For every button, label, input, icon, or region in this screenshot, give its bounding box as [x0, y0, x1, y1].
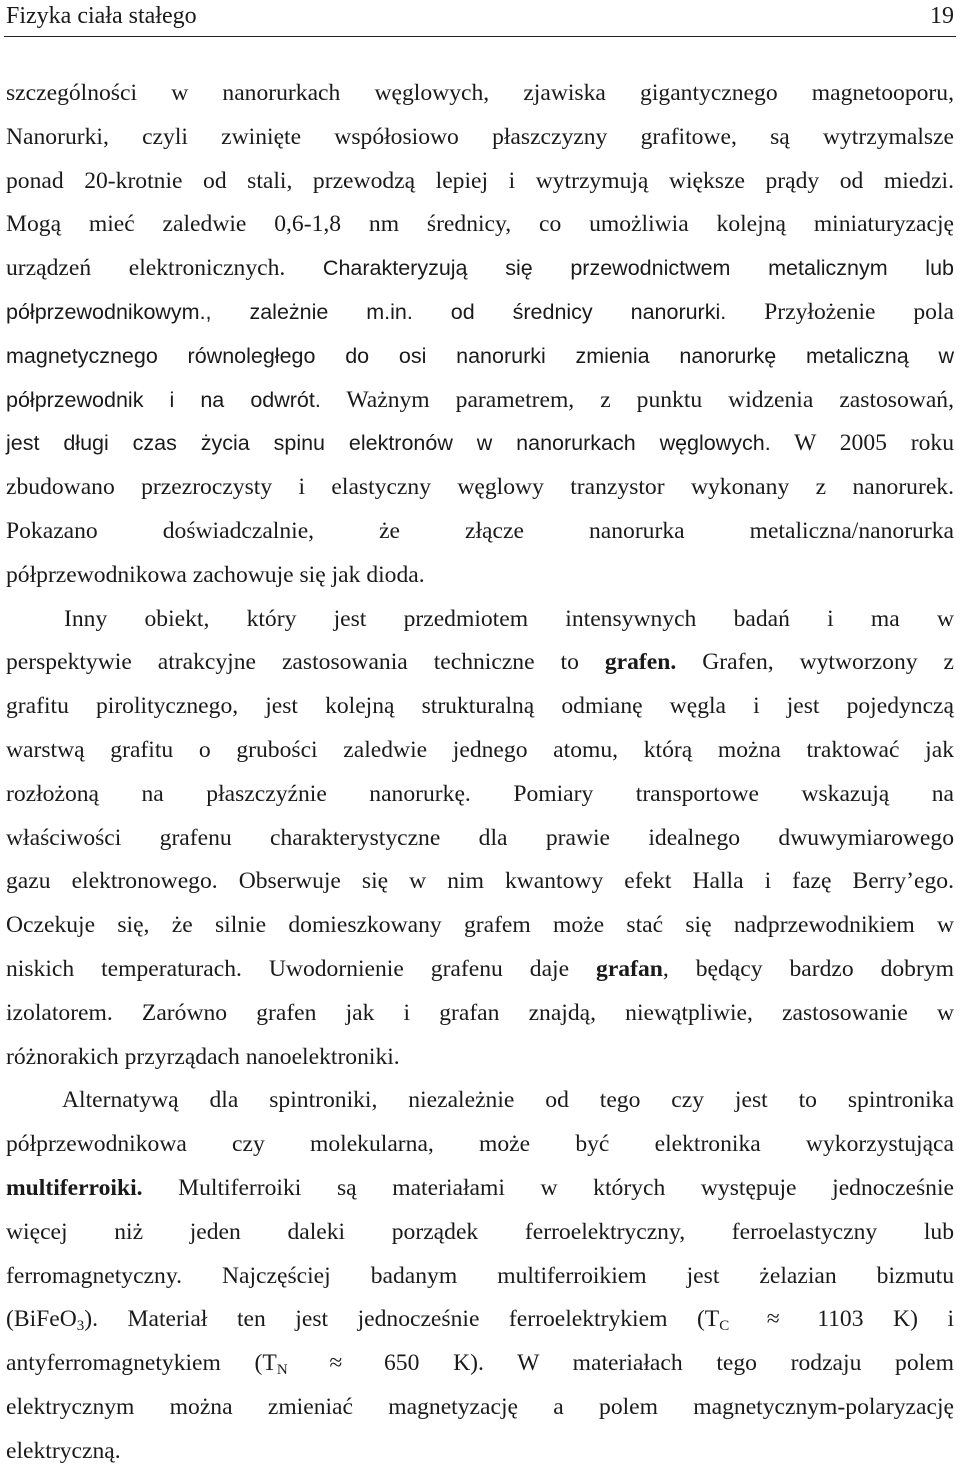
- text-line: Oczekuje się, że silnie domieszkowany grafem może stać się nadprzewodnikiem w: [6, 912, 954, 939]
- text-fragment: Przyłożenie pola: [764, 298, 954, 325]
- text-line: szczególności w nanorurkach węglowych, zjawiska gigantycznego magnetooporu,: [6, 80, 954, 106]
- text-fragment: 1103 K) i: [817, 1306, 954, 1333]
- text-line: ponad 20-krotnie od stali, przewodzą lepiej i wytrzymują większe prądy od miedzi.: [6, 167, 954, 194]
- text-line: [6, 948, 954, 992]
- text-line: elektryczną.: [6, 1437, 121, 1464]
- text-line: Alternatywą dla spintroniki, niezależnie od tego czy jest to spintronika: [62, 1087, 954, 1114]
- term-grafan: grafan: [596, 955, 663, 982]
- text-line: warstwą grafitu o grubości zaledwie jednego atomu, którą można traktować jak: [6, 736, 954, 763]
- text-line: [6, 1167, 954, 1211]
- paragraph-multiferroics: [6, 1079, 954, 1473]
- subscript: 3: [76, 1318, 85, 1335]
- text-line: właściwości grafenu charakterystyczne dla prawie idealnego dwuwymiarowego: [6, 824, 954, 851]
- page-number: 19: [930, 3, 954, 29]
- text-line: zbudowano przezroczysty i elastyczny węglowy tranzystor wykonany z nanorurek.: [6, 474, 954, 501]
- text-fragment: urządzeń elektronicznych.: [6, 255, 286, 282]
- body-text: [6, 72, 954, 1474]
- page-header: [4, 0, 956, 37]
- text-line: [6, 379, 954, 423]
- running-title: Fizyka ciała stałego: [6, 3, 197, 29]
- text-fragment: 650 K). W materiałach tego rodzaju polem: [384, 1350, 955, 1377]
- subscript: N: [276, 1362, 288, 1379]
- text-line: [6, 422, 954, 466]
- text-fragment: , będący bardzo dobrym: [662, 955, 954, 982]
- term-grafen: grafen.: [604, 649, 677, 676]
- text-fragment: niskich temperaturach. Uwodornienie grafenu daje: [6, 955, 597, 982]
- text-fragment-sans: Charakteryzują się przewodnictwem metalicznym lub: [322, 256, 954, 281]
- text-fragment: ). Materiał ten jest jednocześnie ferroelektrykiem (T: [84, 1306, 720, 1333]
- text-line: grafitu pirolitycznego, jest kolejną strukturalną odmianę węgla i jest pojedynczą: [6, 693, 954, 720]
- text-line: izolatorem. Zarówno grafen jak i grafan znajdą, niewątpliwie, zastosowanie w: [6, 999, 954, 1026]
- text-line: Mogą mieć zaledwie 0,6-1,8 nm średnicy, co umożliwia kolejną miniaturyzację: [6, 211, 954, 238]
- paragraph-graphene: [6, 598, 954, 1080]
- text-line: [6, 1342, 954, 1386]
- text-line: [6, 1298, 954, 1342]
- text-line: magnetycznego równoległego do osi nanorurki zmienia nanorurkę metaliczną w: [6, 343, 954, 368]
- text-fragment: Ważnym parametrem, z punktu widzenia zastosowań,: [346, 386, 954, 413]
- text-line: rozłożoną na płaszczyźnie nanorurkę. Pomiary transportowe wskazują na: [6, 780, 954, 807]
- approx-symbol: ≈: [329, 1350, 343, 1377]
- text-fragment-sans: półprzewodnik i na odwrót.: [6, 387, 321, 412]
- text-line: [6, 247, 954, 291]
- subscript: C: [719, 1318, 730, 1335]
- text-line: Pokazano doświadczalnie, że złącze nanorurka metaliczna/nanorurka: [6, 517, 954, 544]
- text-line: Nanorurki, czyli zwinięte współosiowo płaszczyzny grafitowe, są wytrzymalsze: [6, 123, 954, 150]
- text-line: [6, 641, 954, 685]
- text-line: ferromagnetyczny. Najczęściej badanym multiferroikiem jest żelazian bizmutu: [6, 1262, 954, 1289]
- text-fragment: (BiFeO: [6, 1306, 77, 1333]
- text-fragment: W 2005 roku: [794, 430, 954, 457]
- approx-symbol: ≈: [766, 1306, 780, 1333]
- term-multiferroiki: multiferroiki.: [6, 1174, 143, 1201]
- text-line: elektrycznym można zmieniać magnetyzację a polem magnetycznym-polaryzację: [6, 1393, 954, 1420]
- text-line: półprzewodnikowa czy molekularna, może być elektronika wykorzystująca: [6, 1131, 954, 1158]
- text-fragment: Multiferroiki są materiałami w których występuje jednocześnie: [142, 1174, 954, 1201]
- text-fragment: perspektywie atrakcyjne zastosowania techniczne to: [6, 649, 605, 676]
- text-line: półprzewodnikowa zachowuje się jak dioda.: [6, 561, 425, 588]
- text-line: więcej niż jeden daleki porządek ferroelektryczny, ferroelastyczny lub: [6, 1218, 954, 1245]
- text-line: Inny obiekt, który jest przedmiotem intensywnych badań i ma w: [64, 605, 954, 632]
- text-fragment: Grafen, wytworzony z: [676, 649, 954, 676]
- text-line: [6, 291, 954, 335]
- paragraph-nanotubes: [6, 72, 954, 598]
- text-fragment: antyferromagnetykiem (T: [6, 1350, 277, 1377]
- text-line: gazu elektronowego. Obserwuje się w nim kwantowy efekt Halla i fazę Berry’ego.: [6, 868, 954, 895]
- text-fragment-sans: jest długi czas życia spinu elektronów w nanorurkach węglowych.: [6, 431, 771, 456]
- text-line: różnorakich przyrządach nanoelektroniki.: [6, 1043, 400, 1070]
- text-fragment-sans: półprzewodnikowym., zależnie m.in. od średnicy nanorurki.: [6, 299, 727, 324]
